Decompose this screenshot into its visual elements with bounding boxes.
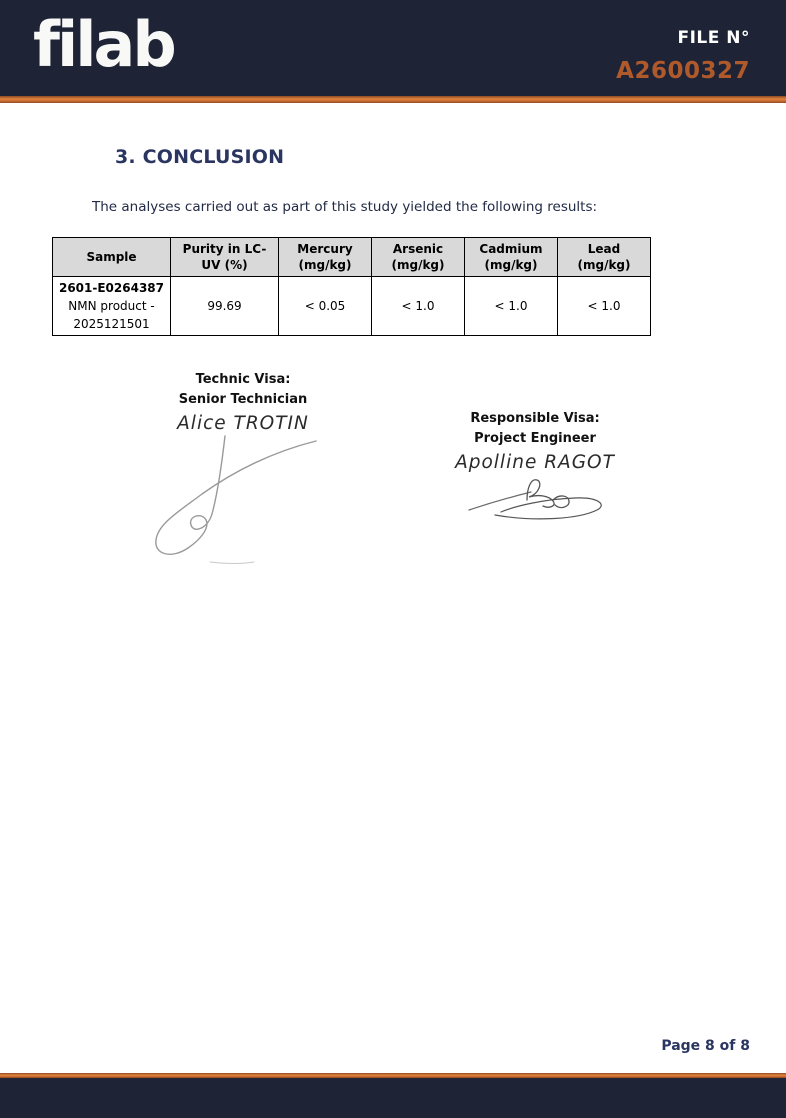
technic-signature-image (150, 432, 325, 572)
results-table (52, 237, 651, 336)
filab-logo: filab (33, 8, 174, 81)
responsible-signature-image (465, 470, 615, 525)
column-header-mercury: Mercury (mg/kg) (279, 238, 372, 277)
cadmium-value: < 1.0 (465, 277, 558, 336)
header-band (0, 0, 786, 96)
column-header-lead: Lead (mg/kg) (558, 238, 651, 277)
responsible-visa-name: Apolline RAGOT (455, 452, 615, 474)
sample-code: 2601-E0264387 (58, 281, 165, 295)
footer-band (0, 1078, 786, 1118)
section-heading: 3. CONCLUSION (115, 146, 285, 168)
technic-visa-role: Senior Technician (178, 392, 308, 408)
purity-value: 99.69 (171, 277, 279, 336)
responsible-visa-title: Responsible Visa: (470, 411, 600, 426)
arsenic-value: < 1.0 (372, 277, 465, 336)
column-header-arsenic: Arsenic (mg/kg) (372, 238, 465, 277)
file-number-label: FILE N° (677, 28, 750, 48)
intro-text: The analyses carried out as part of this study yielded the following results: (92, 199, 598, 215)
responsible-visa-block (420, 409, 650, 473)
sample-batch: 2025121501 (73, 317, 150, 331)
lead-value: < 1.0 (558, 277, 651, 336)
sample-cell (53, 277, 171, 336)
header-accent-stripe (0, 96, 786, 103)
responsible-visa-role: Project Engineer (474, 431, 596, 447)
technic-visa-title: Technic Visa: (195, 372, 291, 387)
column-header-cadmium: Cadmium (mg/kg) (465, 238, 558, 277)
file-number-value: A2600327 (616, 58, 750, 84)
table-header-row (53, 238, 651, 277)
technic-visa-block (118, 370, 368, 434)
page-number: Page 8 of 8 (661, 1038, 750, 1054)
column-header-sample: Sample (53, 238, 171, 277)
table-row (53, 277, 651, 336)
technic-visa-name: Alice TROTIN (177, 413, 309, 435)
column-header-purity: Purity in LC-UV (%) (171, 238, 279, 277)
mercury-value: < 0.05 (279, 277, 372, 336)
sample-product: NMN product - (68, 299, 155, 313)
